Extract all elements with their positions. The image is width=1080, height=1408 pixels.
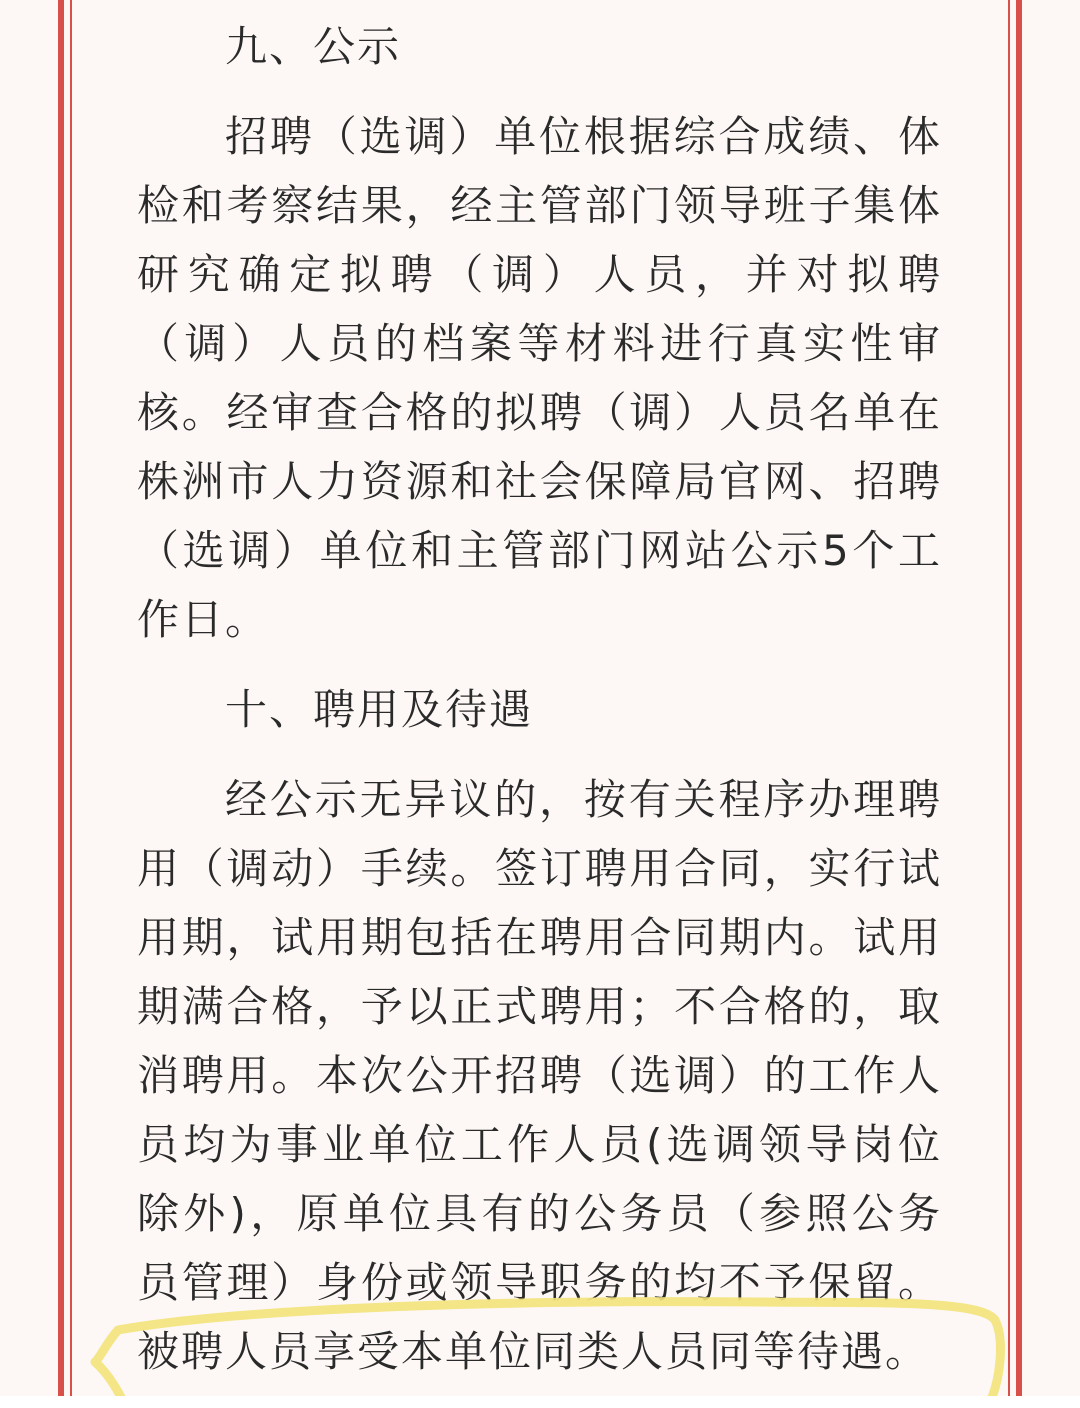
section-heading-employment: 十、聘用及待遇 (225, 685, 534, 734)
left-border-outer (58, 0, 64, 1408)
section-body-publicity: 招聘（选调）单位根据综合成绩、体检和考察结果，经主管部门领导班子集体研究确定拟聘（调）人员，并对拟聘（调）人员的档案等材料进行真实性审核。经审查合格的拟聘（调）人员名单在株洲市人力资源和社会保障局官网、招聘（选调）单位和主管部门网站公示5个工作日。 (137, 112, 942, 644)
left-border-inner (70, 0, 72, 1408)
section-heading-publicity: 九、公示 (225, 22, 402, 71)
bottom-bar (0, 1396, 1080, 1408)
right-border-outer (1016, 0, 1022, 1408)
section-body-employment: 经公示无异议的，按有关程序办理聘用（调动）手续。签订聘用合同，实行试用期，试用期包括在聘用合同期内。试用期满合格，予以正式聘用；不合格的，取消聘用。本次公开招聘（选调）的工作人员均为事业单位工作人员(选调领导岗位除外)，原单位具有的公务员（参照公务员管理）身份或领导职务的均不予保留。被聘人员享受本单位同类人员同等待遇。 (137, 775, 942, 1376)
right-border-inner (1008, 0, 1010, 1408)
document-content (137, 12, 942, 1386)
